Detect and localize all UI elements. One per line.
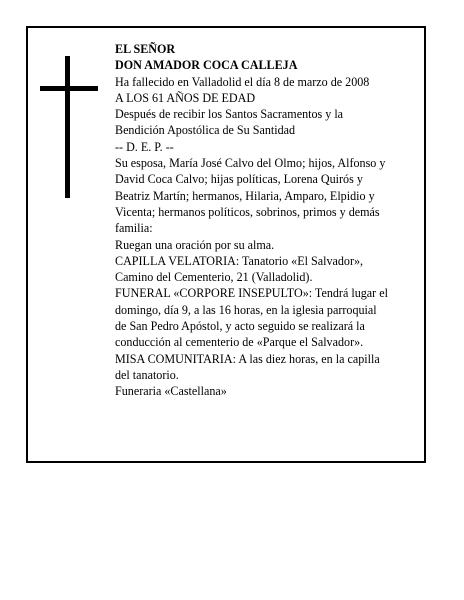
notice-funeral-home: Funeraria «Castellana» bbox=[115, 384, 227, 399]
notice-funeral-line: FUNERAL «CORPORE INSEPULTO»: Tendrá lugar el bbox=[115, 286, 388, 301]
cross-vertical-bar bbox=[65, 56, 70, 198]
notice-blessing: Bendición Apostólica de Su Santidad bbox=[115, 123, 296, 138]
notice-family-line: Vicenta; hermanos políticos, sobrinos, primos y demás bbox=[115, 204, 380, 219]
notice-chapel-line: Camino del Cementerio, 21 (Valladolid). bbox=[115, 270, 313, 285]
notice-sacraments: Después de recibir los Santos Sacramentos y la bbox=[115, 107, 344, 122]
notice-deceased-name: DON AMADOR COCA CALLEJA bbox=[115, 58, 298, 73]
cross-horizontal-bar bbox=[40, 86, 98, 91]
notice-family-line: familia: bbox=[115, 221, 153, 236]
notice-mass-line: MISA COMUNITARIA: A las diez horas, en la capilla bbox=[115, 351, 380, 366]
notice-prayer-request: Ruegan una oración por su alma. bbox=[115, 237, 275, 252]
notice-funeral-line: conducción al cementerio de «Parque el Salvador». bbox=[115, 335, 364, 350]
notice-family-line: Su esposa, María José Calvo del Olmo; hijos, Alfonso y bbox=[115, 156, 386, 171]
notice-funeral-line: de San Pedro Apóstol, y acto seguido se realizará la bbox=[115, 319, 365, 334]
notice-chapel-line: CAPILLA VELATORIA: Tanatorio «El Salvador», bbox=[115, 253, 364, 268]
notice-family-line: Beatriz Martín; hermanos, Hilaria, Amparo, Elpidio y bbox=[115, 188, 375, 203]
notice-funeral-line: domingo, día 9, a las 16 horas, en la iglesia parroquial bbox=[115, 302, 377, 317]
notice-text bbox=[115, 41, 427, 400]
notice-mass-line: del tanatorio. bbox=[115, 367, 179, 382]
notice-rip: -- D. E. P. -- bbox=[115, 139, 174, 154]
cross-icon bbox=[40, 56, 100, 198]
notice-family-line: David Coca Calvo; hijas políticas, Lorena Quirós y bbox=[115, 172, 363, 187]
notice-age: A LOS 61 AÑOS DE EDAD bbox=[115, 90, 256, 105]
notice-title-line-1: EL SEÑOR bbox=[115, 42, 176, 56]
obituary-notice bbox=[26, 26, 426, 463]
notice-death-date: Ha fallecido en Valladolid el día 8 de marzo de 2008 bbox=[115, 74, 370, 89]
